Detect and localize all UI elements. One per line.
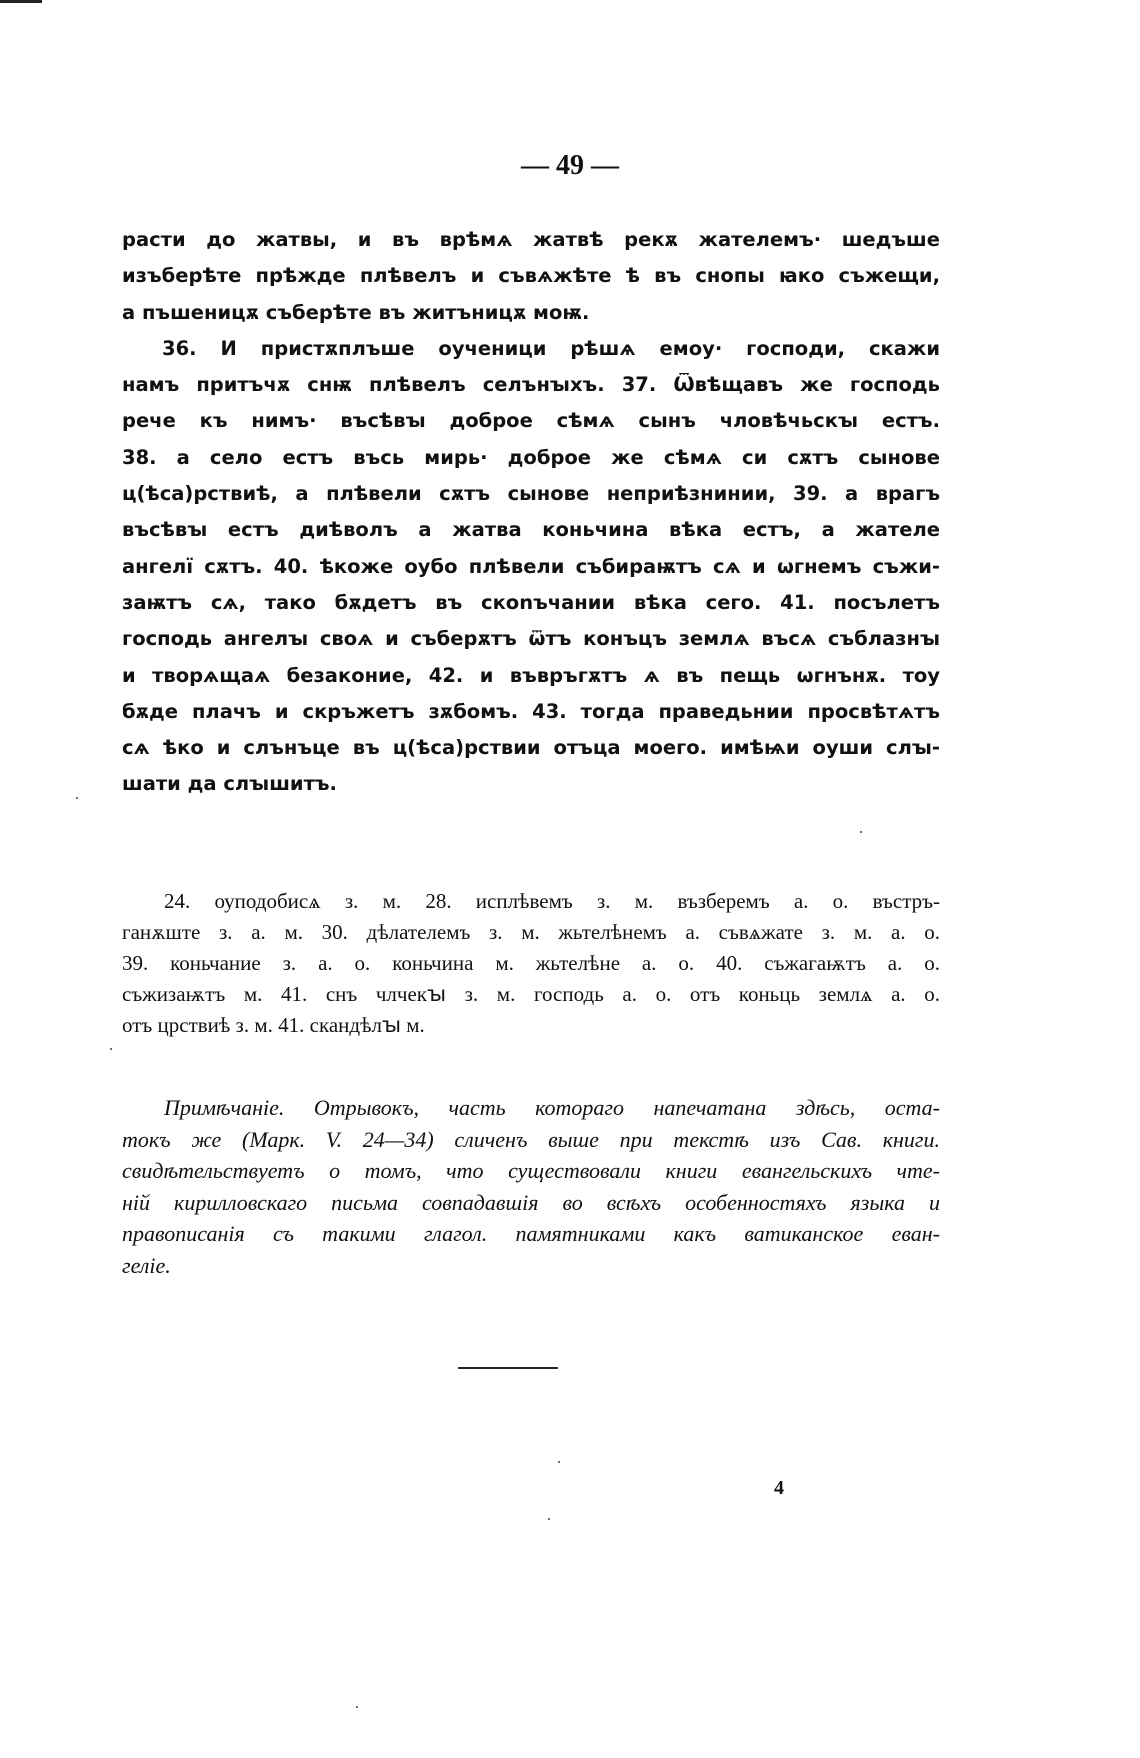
print-speck bbox=[558, 1461, 560, 1463]
note-line: правописанія съ такими глагол. памятниками какъ ватиканское еван- bbox=[122, 1221, 940, 1246]
print-speck bbox=[548, 1518, 550, 1520]
text-line: сѧ ѣко и слънъце въ ц(ѣса)рствии отъца моего. имѣѩи оуши слꙑ- bbox=[122, 736, 940, 760]
top-edge-rule bbox=[0, 0, 42, 3]
section-divider bbox=[458, 1367, 558, 1369]
print-speck bbox=[356, 1706, 358, 1708]
note-line: свидѣтельствуетъ о томъ, что существовали книги евангельскихъ чте- bbox=[122, 1158, 940, 1183]
text-line: ц(ѣса)рствиѣ, а плѣвели сѫтъ сынове неприѣзнинии, 39. а врагъ bbox=[122, 482, 940, 506]
text-line: бѫде плачъ и скръжетъ зѫбомъ. 43. тогда праведьнии просвѣтѧтъ bbox=[122, 699, 940, 723]
variant-line: ганѫште з. а. м. 30. дѣлателемъ з. м. жьтелѣнемъ а. съвѧжате з. м. а. о. bbox=[122, 920, 940, 944]
editorial-note bbox=[122, 1092, 940, 1281]
text-line: намъ притъчѫ снѭ плѣвелъ селънꙑхъ. 37. Ѿвѣщавъ же господь bbox=[122, 373, 940, 397]
text-line: 36. И пристѫплъше оученици рѣшѧ емоу· господи, скажи bbox=[162, 336, 940, 360]
text-line: въсѣвꙑ естъ диѣволъ а жатва коньчина вѣка естъ, а жателе bbox=[122, 518, 940, 542]
variant-line: съжизаѭтъ м. 41. снъ члчекꙑ з. м. господь а. о. отъ коньць землѧ а. о. bbox=[122, 982, 940, 1006]
text-line: а пъшеницѫ съберѣте въ житъницѫ моѭ. bbox=[122, 300, 590, 324]
text-line: господь ангелꙑ своѧ и съберѫтъ ѿтъ конъцъ землѧ въсѧ съблазнꙑ bbox=[122, 627, 940, 651]
text-line: ангелї сѫтъ. 40. ѣкоже оубо плѣвели събираѭтъ сѧ и ѡгнемъ съжи- bbox=[122, 554, 940, 578]
note-line: Примѣчаніе. Отрывокъ, часть котораго напечатана здѣсь, оста- bbox=[164, 1095, 940, 1120]
text-line: заѭтъ сѧ, тако бѫдетъ въ скоnъчании вѣка сего. 41. посълетъ bbox=[122, 590, 940, 614]
variant-line: 24. оуподобисѧ з. м. 28. исплѣвемъ з. м. възберемъ а. о. въстръ- bbox=[164, 889, 940, 913]
gospel-paragraph-2 bbox=[122, 331, 940, 803]
variant-line: 39. коньчание з. а. о. коньчина м. жьтелѣне а. о. 40. съжагаѭтъ а. о. bbox=[122, 951, 940, 975]
gospel-text bbox=[122, 222, 940, 803]
print-speck bbox=[860, 831, 862, 833]
note-line: геліе. bbox=[122, 1252, 171, 1278]
text-line: шати да слꙑшитъ. bbox=[122, 772, 337, 796]
text-line: 38. а село естъ въсь мирь· доброе же сѣмѧ си сѫтъ сынове bbox=[122, 445, 940, 469]
print-speck bbox=[76, 797, 78, 799]
text-line: изъберѣте прѣжде плѣвелъ и съвѧжѣте ѣ въ снопы ꙗко съжещи, bbox=[122, 264, 940, 288]
text-line: рече къ нимъ· въсѣвꙑ доброе сѣмѧ сынъ чловѣчьскꙑ естъ. bbox=[122, 409, 940, 433]
signature-mark: 4 bbox=[774, 1477, 784, 1499]
gospel-paragraph-1 bbox=[122, 222, 940, 331]
variant-readings bbox=[122, 886, 940, 1041]
text-line: расти до жатвы, и въ врѣмѧ жатвѣ рекѫ жателемъ· шедъше bbox=[122, 228, 940, 251]
note-line: ній кирилловскаго письма совпадавшія во всѣхъ особенностяхъ языка и bbox=[122, 1189, 940, 1215]
print-speck bbox=[110, 1048, 112, 1050]
note-line: токъ же (Марк. V. 24—34) сличенъ выше при текстѣ изъ Сав. книги. bbox=[122, 1126, 940, 1152]
variant-line: отъ црствиѣ з. м. 41. скандѣлꙑ м. bbox=[122, 1013, 425, 1037]
text-line: и творѧщаѧ безаконие, 42. и въвръгѫтъ ѧ въ пещь ѡгнънѫ. тоу bbox=[122, 663, 940, 687]
page-number: — 49 — bbox=[521, 150, 619, 181]
